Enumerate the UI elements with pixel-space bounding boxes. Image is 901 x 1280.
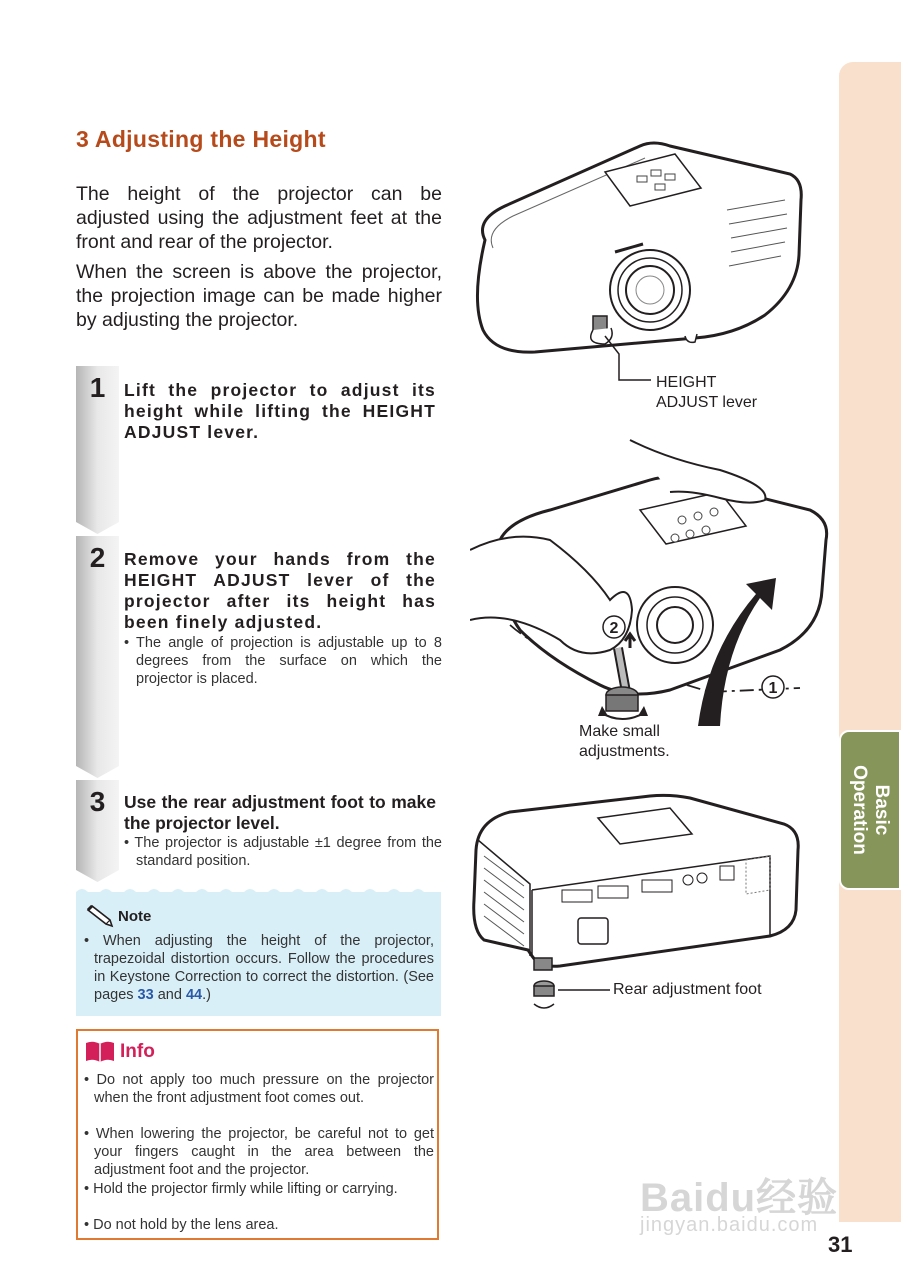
height-adjust-label-line2: ADJUST lever [656,394,758,411]
info-item-1: • Do not apply too much pressure on the projector when the front adjustment foot comes out. [84,1072,434,1106]
note-text [84,932,434,1004]
note-box-wavy-top [76,886,441,898]
side-strip [839,62,901,1222]
watermark-url: jingyan.baidu.com [640,1214,819,1236]
page-link-33[interactable]: 33 [137,987,154,1003]
info-item-3: • Hold the projector firmly while lifting or carrying. [84,1181,398,1197]
section-tab-label [848,765,892,855]
section-tab-basic-operation[interactable] [839,730,901,890]
note-text-end: .) [202,987,211,1003]
small-adjust-label-line2: adjustments. [579,743,670,760]
step-1-text: Lift the projector to adjust its height while lifting the HEIGHT ADJUST lever. [124,380,436,442]
watermark-logo: Baidu经验 [640,1176,839,1220]
step-3-text: Use the rear adjustment foot to make the projector level. [124,792,436,833]
step-3-bullet: • The projector is adjustable ±1 degree from the standard position. [124,835,442,869]
pencil-icon [84,902,118,928]
rear-foot-label: Rear adjustment foot [613,981,762,998]
info-title: Info [120,1041,155,1062]
section-tab-line2: Operation [849,765,870,855]
section-heading: 3 Adjusting the Height [76,126,326,152]
note-text-body: • When adjusting the height of the projector, trapezoidal distortion occurs. Follow the procedures in Keystone Correction to correct the distortion. (See pages [84,933,434,1003]
step-1-number: 1 [89,372,106,403]
info-item-4: • Do not hold by the lens area. [84,1217,279,1233]
step-2-number: 2 [89,542,106,573]
projector-lifting-illustration [470,430,830,735]
page-link-44[interactable]: 44 [185,987,203,1003]
section-tab-line1: Basic [871,784,892,836]
note-text-and: and [153,987,186,1003]
book-icon [85,1040,115,1064]
step-2-text: Remove your hands from the HEIGHT ADJUST lever of the projector after its height has been finely adjusted. [124,549,436,632]
step-2-bullet: • The angle of projection is adjustable up to 8 degrees from the surface on which the projector is placed. [124,635,442,687]
note-title: Note [118,908,152,925]
height-adjust-label-line1: HEIGHT [656,374,717,391]
callout-1: 1 [768,680,778,697]
intro-paragraph-2: When the screen is above the projector, the projection image can be made higher by adjusting the projector. [76,261,442,331]
projector-front-illustration [465,140,810,400]
page-number: 31 [828,1232,853,1257]
step-3-number: 3 [89,786,106,817]
callout-2: 2 [609,620,619,637]
small-adjust-label-line1: Make small [579,723,660,740]
info-item-2: • When lowering the projector, be careful not to get your fingers caught in the area between the adjustment foot and the projector. [84,1126,434,1178]
intro-paragraph-1: The height of the projector can be adjusted using the adjustment feet at the front and rear of the projector. [76,183,442,253]
